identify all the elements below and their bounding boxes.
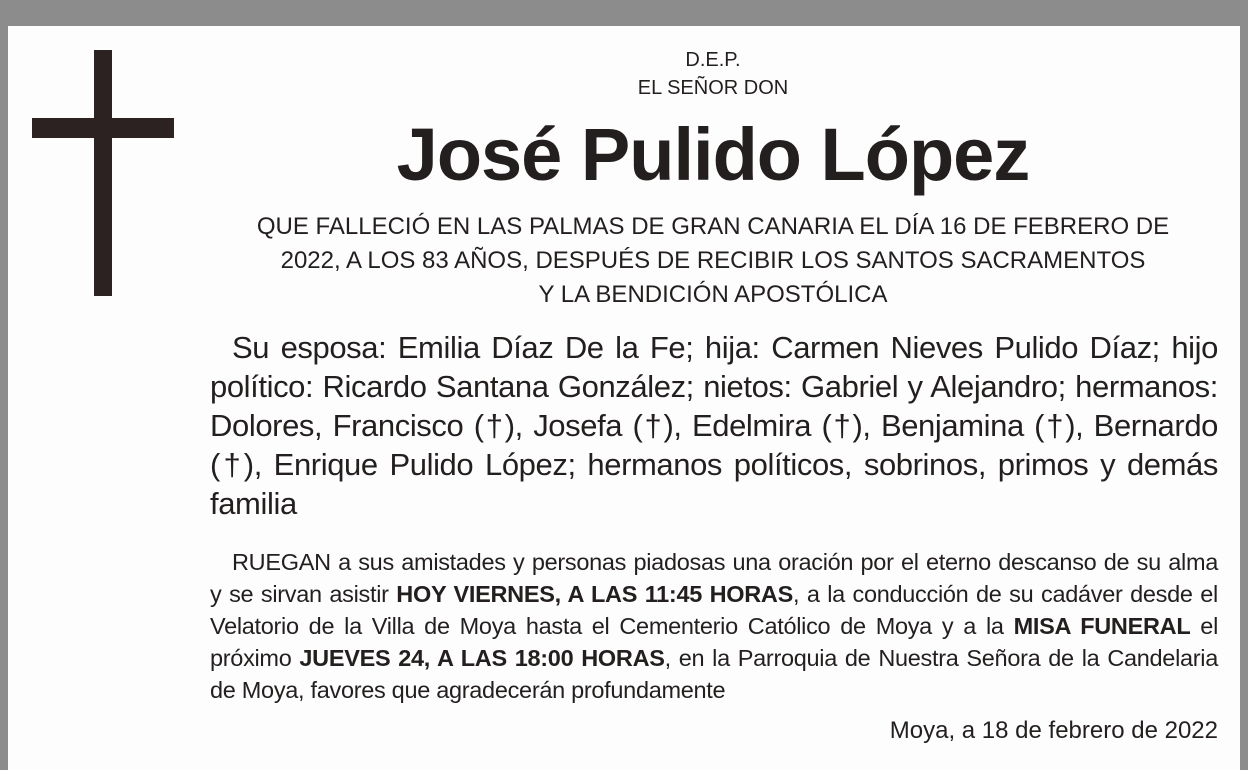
today-time: HOY VIERNES, A LAS 11:45 HORAS bbox=[396, 581, 793, 607]
misa-funeral-label: MISA FUNERAL bbox=[1013, 613, 1191, 639]
request-paragraph bbox=[210, 546, 1218, 706]
request-text-2: , a la conducción de su cadáver desde el Velatorio de la Villa de Moya hasta el Cementerio Católico de Moya y a la bbox=[210, 581, 1218, 639]
cross-horizontal-bar bbox=[32, 118, 174, 138]
funeral-mass-time: JUEVES 24, A LAS 18:00 HORAS bbox=[299, 645, 665, 671]
death-notice-line-3: Y LA BENDICIÓN APOSTÓLICA bbox=[538, 281, 888, 308]
cross-vertical-bar bbox=[94, 50, 112, 296]
request-text-4: , en la Parroquia de Nuestra Señora de la Candelaria de Moya, favores que agradecerán profundamente bbox=[210, 645, 1218, 703]
obituary-card bbox=[8, 26, 1240, 770]
death-notice bbox=[208, 210, 1218, 312]
dep-heading: D.E.P. bbox=[685, 49, 741, 71]
title-prefix: EL SEÑOR DON bbox=[637, 77, 789, 99]
death-notice-line-1: QUE FALLECIÓ EN LAS PALMAS DE GRAN CANARIA EL DÍA 16 DE FEBRERO DE bbox=[256, 213, 1170, 240]
request-text-1: RUEGAN a sus amistades y personas piadosas una oración por el eterno descanso de su alma y se sirvan asistir bbox=[210, 549, 1218, 607]
family-paragraph: Su esposa: Emilia Díaz De la Fe; hija: Carmen Nieves Pulido Díaz; hijo político: Ricardo Santana González; nietos: Gabriel y Alejandro; hermanos: Dolores, Francisco (†), Josefa (†), Edelmira (†), Benjamina (†), Bernardo (†), Enrique Pulido López; hermanos políticos, sobrinos, primos y demás familia bbox=[210, 330, 1218, 521]
deceased-name: José Pulido López bbox=[396, 113, 1030, 196]
request-text-3: el próximo bbox=[210, 613, 1218, 671]
place-date: Moya, a 18 de febrero de 2022 bbox=[889, 717, 1218, 744]
death-notice-line-2: 2022, A LOS 83 AÑOS, DESPUÉS DE RECIBIR LOS SANTOS SACRAMENTOS bbox=[280, 247, 1146, 274]
